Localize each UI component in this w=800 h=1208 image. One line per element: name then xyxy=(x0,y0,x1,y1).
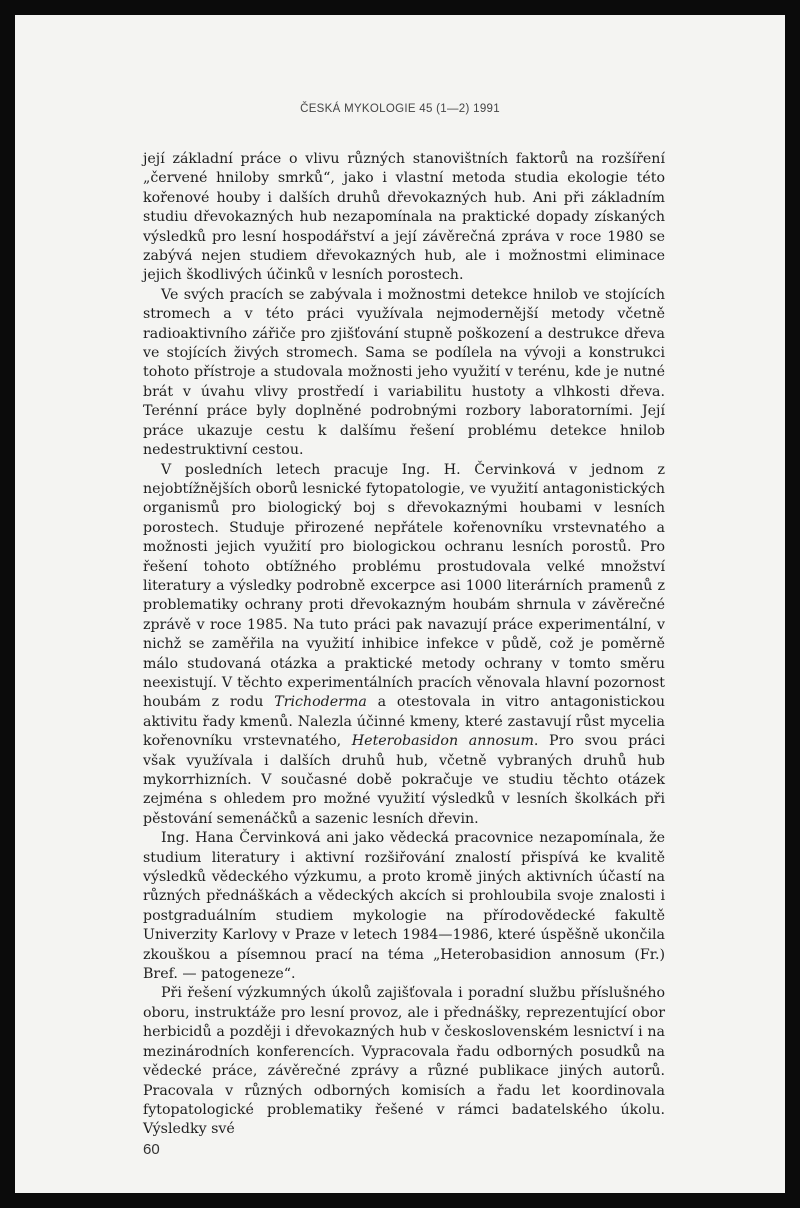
paragraph-text: a otestovala in vitro antagonistickou aktivitu řady kmenů. Nalezla účinné kmeny, které zastavují růst mycelia kořenovníku vrstevnatého, xyxy=(143,694,665,750)
italic-taxon-name: Heterobasidon annosum xyxy=(351,733,534,750)
paragraph-text: . Pro svou práci však využívala i dalších druhů hub, včetně vybraných druhů hub mykorrhizních. V současné době pokračuje ve studiu těchto otázek zejména s ohledem pro možné využití výsledků v lesních školkách při pěstování semenáčků a sazenic lesních dřevin. xyxy=(143,733,666,827)
paragraph-text: Při řešení výzkumných úkolů zajišťovala i poradní službu příslušného oboru, instruktáže pro lesní provoz, ale i přednášky, reprezentující obor herbicidů a později i dřevokazných hub v československém lesnictví i na mezinárodních konferencích. Vypracovala řadu odborných posudků na vědecké práce, závěrečné zprávy a různé publikace jiných autorů. Pracovala v různých odborných komisích a řadu let koordinovala fytopatologické problematiky řešené v rámci badatelského úkolu. Výsledky své xyxy=(143,985,665,1138)
paragraph xyxy=(143,150,665,286)
paragraph xyxy=(143,286,665,461)
running-header: ČESKÁ MYKOLOGIE 45 (1—2) 1991 xyxy=(300,103,500,115)
journal-page xyxy=(15,15,785,1193)
paragraph xyxy=(143,984,665,1139)
page-number: 60 xyxy=(143,1141,160,1158)
paragraph xyxy=(143,461,665,830)
paragraph xyxy=(143,829,665,984)
italic-taxon-name: Trichoderma xyxy=(274,694,367,711)
article-body xyxy=(143,150,665,1140)
paragraph-text: Ve svých pracích se zabývala i možnostmi detekce hnilob ve stojících stromech a v této práci využívala nejmodernější metody včetně radioaktivního zářiče pro zjišťování stupně poškození a destrukce dřeva ve stojících živých stromech. Sama se podílela na vývoji a konstrukci tohoto přístroje a studovala možnosti jeho využití v terénu, kde je nutné brát v úvahu vlivy prostředí i variabilitu hustoty a vlhkosti dřeva. Terénní práce byly doplněné podrobnými rozbory laboratorními. Její práce ukazuje cestu k dalšímu řešení problému detekce hnilob nedestruktivní cestou. xyxy=(143,286,665,459)
paragraph-text: Ing. Hana Červinková ani jako vědecká pracovnice nezapomínala, že studium literatury i aktivní rozšiřování znalostí přispívá ke kvalitě výsledků vědeckého výzkumu, a proto kromě jiných aktivních účastí na různých přednáškách a vědeckých akcích si prohloubila svoje znalosti i postgraduálním studiem mykologie na přírodovědecké fakultě Univerzity Karlovy v Praze v letech 1984—1986, které úspěšně ukončila zkouškou a písemnou prací na téma „Heterobasidion annosum (Fr.) Bref. — patogeneze“. xyxy=(143,830,665,983)
paragraph-text: V posledních letech pracuje Ing. H. Červinková v jednom z nejobtížnějších oborů lesnické fytopatologie, ve využití antagonistických organismů pro biologický boj s dřevokaznými houbami v lesních porostech. Studuje přirozené nepřátele kořenovníku vrstevnatého a možnosti jejich využití pro biologickou ochranu lesních porostů. Pro řešení tohoto obtížného problému prostudovala velké množství literatury a výsledky podrobně excerpce asi 1000 literárních pramenů z problematiky ochrany proti dřevokazným houbám shrnula v závěrečné zprávě v roce 1985. Na tuto práci pak navazují práce experimentální, v nichž se zaměřila na využití inhibice infekce v půdě, což je poměrně málo studovaná otázka a praktické metody ochrany v tomto směru neexistují. V těchto experimentálních pracích věnovala hlavní pozornost houbám z rodu xyxy=(143,461,665,711)
paragraph-text: její základní práce o vlivu různých stanovištních faktorů na rozšíření „červené hniloby smrků“, jako i vlastní metoda studia ekologie této kořenové houby i dalších druhů dřevokazných hub. Ani při základním studiu dřevokazných hub nezapomínala na praktické dopady získaných výsledků pro lesní hospodářství a její závěrečná zpráva v roce 1980 se zabývá nejen studiem dřevokazných hub, ale i možnostmi eliminace jejich škodlivých účinků v lesních porostech. xyxy=(143,151,665,284)
